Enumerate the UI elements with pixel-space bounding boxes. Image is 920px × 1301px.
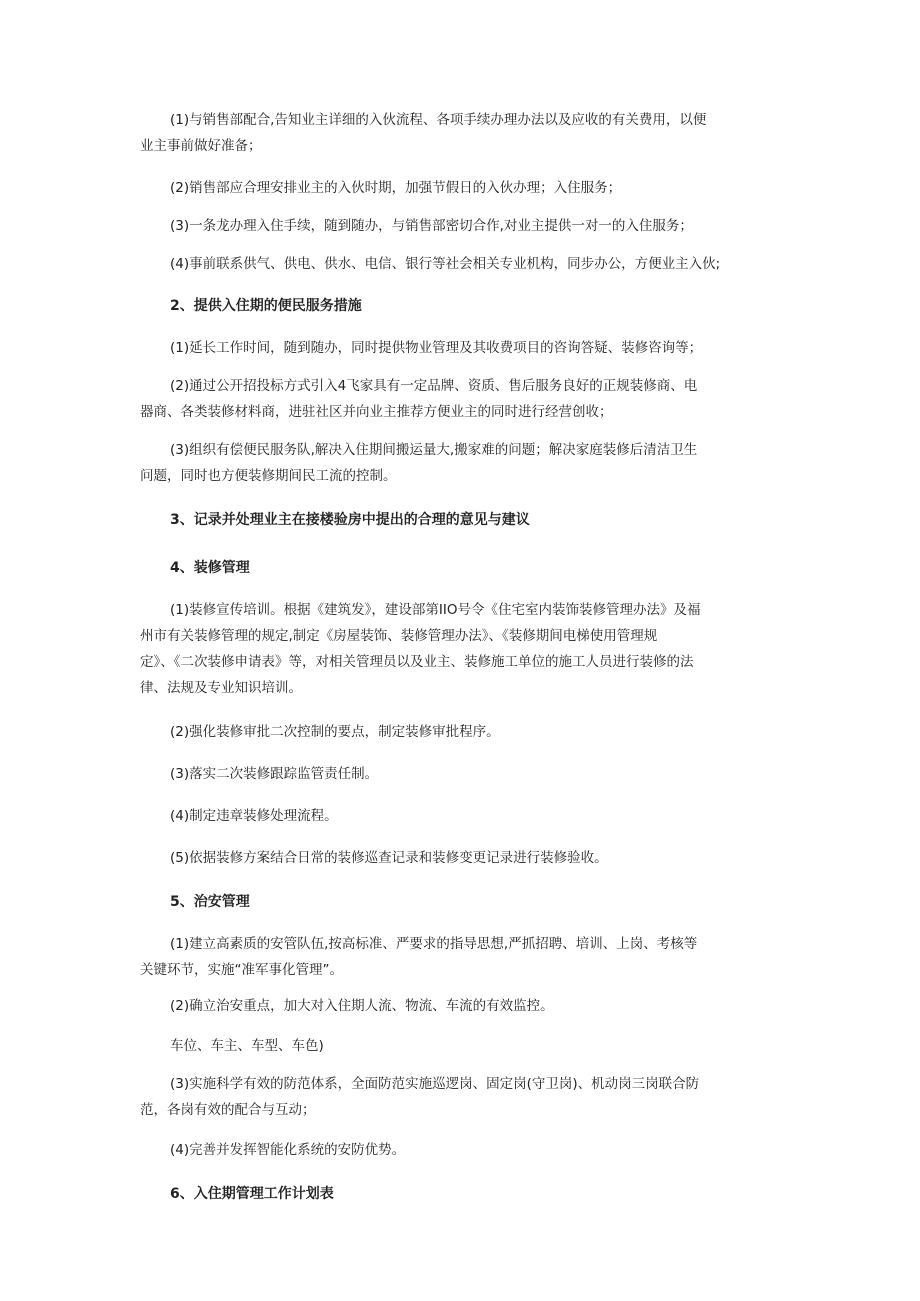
paragraph-line: (4)完善并发挥智能化系统的安防优势。 <box>170 1142 406 1158</box>
paragraph-line: (2)确立治安重点，加大对入住期人流、物流、车流的有效监控。 <box>170 998 554 1014</box>
paragraph-line: 业主事前做好准备； <box>140 138 262 154</box>
paragraph-line: 车位、车主、车型、车色) <box>170 1038 324 1054</box>
paragraph-line: 器商、各类装修材料商，进驻社区并向业主推荐方便业主的同时进行经营创收； <box>140 404 613 420</box>
paragraph-line: 问题，同时也方便装修期间民工流的控制。 <box>140 468 397 484</box>
paragraph-line: (3)组织有偿便民服务队,解决入住期间搬运量大,搬家难的问题；解决家庭装修后清洁卫生 <box>170 442 698 458</box>
paragraph-line: (3)实施科学有效的防范体系，全面防范实施巡逻岗、固定岗(守卫岗)、机动岗三岗联合防 <box>170 1076 700 1092</box>
paragraph-line: (2)通过公开招投标方式引入4飞家具有一定品牌、资质、售后服务良好的正规装修商、电 <box>170 378 698 394</box>
paragraph-line: 定》、《二次装修申请表》等，对相关管理员以及业主、装修施工单位的施工人员进行装修的法 <box>140 654 694 670</box>
paragraph-line: 州市有关装修管理的规定,制定《房屋装饰、装修管理办法》、《装修期间电梯使用管理规 <box>140 628 658 644</box>
paragraph-line: 律、法规及专业知识培训。 <box>140 680 302 696</box>
paragraph-line: (4)制定违章装修处理流程。 <box>170 808 338 824</box>
paragraph-line: (2)强化装修审批二次控制的要点，制定装修审批程序。 <box>170 724 500 740</box>
paragraph-line: (3)落实二次装修跟踪监管责任制。 <box>170 766 379 782</box>
section-heading: 3、记录并处理业主在接楼验房中提出的合理的意见与建议 <box>170 512 530 528</box>
section-heading: 5、治安管理 <box>170 894 250 910</box>
section-heading: 2、提供入住期的便民服务措施 <box>170 298 362 314</box>
paragraph-line: (1)建立高素质的安管队伍,按高标准、严要求的指导思想,严抓招聘、培训、上岗、考核等 <box>170 936 698 952</box>
paragraph-line: (5)依据装修方案结合日常的装修巡查记录和装修变更记录进行装修验收。 <box>170 850 608 866</box>
paragraph-line: 关键环节，实施“准军事化管理”。 <box>140 962 343 978</box>
section-heading: 6、入住期管理工作计划表 <box>170 1186 334 1202</box>
paragraph-line: (1)装修宣传培训。根据《建筑发》，建设部第IIO号令《住宅室内装饰装修管理办法》及福 <box>170 602 701 618</box>
paragraph-line: (2)销售部应合理安排业主的入伙时期，加强节假日的入伙办理；入住服务； <box>170 180 622 196</box>
paragraph-line: 范，各岗有效的配合与互动； <box>140 1102 316 1118</box>
section-heading: 4、装修管理 <box>170 560 250 576</box>
paragraph-line: (1)与销售部配合,告知业主详细的入伙流程、各项手续办理办法以及应收的有关费用，以便 <box>170 112 707 128</box>
paragraph-line: (3)一条龙办理入住手续，随到随办，与销售部密切合作,对业主提供一对一的入住服务； <box>170 218 693 234</box>
paragraph-line: (4)事前联系供气、供电、供水、电信、银行等社会相关专业机构，同步办公，方便业主入伙; <box>170 256 721 272</box>
paragraph-line: (1)延长工作时间，随到随办，同时提供物业管理及其收费项目的咨询答疑、装修咨询等； <box>170 340 703 356</box>
